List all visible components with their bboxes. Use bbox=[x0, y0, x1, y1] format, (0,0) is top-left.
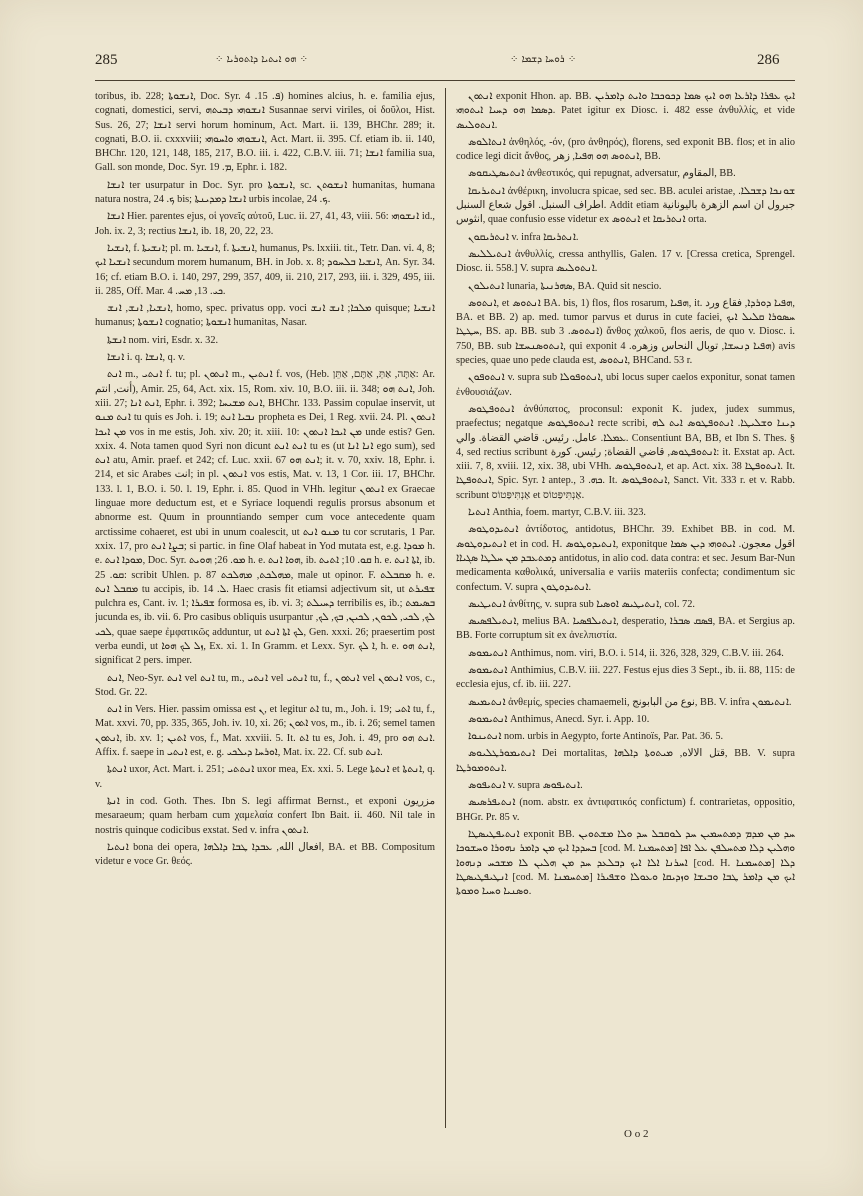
entry: ܐܢܬܝܦܪܣܝܣ (nom. abstr. ex ἀντιφατικός confictum) f. contrarietas, oppositio, BHGr. Pr. 85 v. bbox=[456, 797, 795, 823]
running-head-right: ⁘ ܪܘܚܐ ܕܫܡܐ ⁘ bbox=[510, 54, 577, 65]
entry: ܐܢܬܝܠܘܢ lunaria, ܣܗܪܢܝܬܐ, BA. Quid sit nescio. bbox=[468, 280, 662, 292]
header-rule bbox=[95, 80, 795, 81]
entry: ܐܢܬܝܢܘܐ nom. urbis in Aegypto, forte Antinoïs, Par. Pat. 36. 5. bbox=[468, 731, 724, 743]
entry: ܐܢܫܬܐ nom. viri, Esdr. x. 32. bbox=[107, 334, 219, 346]
entry: ܐܢܬ, Neo-Syr. ܐܢܬ vel ܐܢܬ tu, m., ܐܢܬܝ vel ܐܢܬܝ tu, f., ܐܢܬܘܢ vel ܐܢܬܘܢ vos, c., Stod. Gr. 22. bbox=[95, 672, 435, 698]
right-column bbox=[456, 90, 795, 1125]
entry: ܐܢܬܝܡܘܣ Anthimus, Anecd. Syr. i. App. 10. bbox=[468, 713, 650, 725]
entry: ܐܢܫܝܐ, f. ܐܢܫܝܬܐ; pl. m. ܐܢܫܝܐ, f. ܐܢܫܝܬܐ, humanus, Ps. lxxiii. tit., Tetr. Dan. vi. 4, 8; ܐܢܫܝܐ ܐܝܟ secundum morem humanum, BH. in Job. x. 8; ܐܢܫܝܐ ܒܠܚܘܕ, An. Syr. 34. 16; cf. etiam B.O. i. 140, 297, 299, 357, 409, ii. 210, 217, 293, iii. i. 329, 495, iii. ii. 285, Off. Mar. ܟܝ. 13, ܡܚ. 4. bbox=[95, 242, 435, 297]
entry: ܐܢܫܐ i. q. ܐܢܫܐ, q. v. bbox=[107, 352, 186, 364]
signature-mark: O o 2 bbox=[624, 1128, 649, 1140]
entry: ܐܢܬܝܡܝܣ ἀνθεμίς, species chamaemeli, نوع من البابونج, BB. V. infra ܐܢܬܝܡܘܢ. bbox=[468, 696, 792, 708]
entry: ܐܢܬܝܐ bona dei opera, افعال الله, ܥܒܕܐ ܛܒܐ ܕܐܠܗܐ, BA. et BB. Compositum videtur e voce Gr. θεός. bbox=[95, 841, 435, 868]
entry: ܐܢܬܘܦܛܘܣ ἀνθύπατος, proconsul: exponit K. judex, judex summus, praefectus; negatque ܐܢܬܘܦܛܘܣ recte scribi, ܕܝܢܐ ܘܫܠܝܛܐ. ܐܢܬܘܦܛܘܣ ܐܝܬ ܠܗ ܥܡܠܐ. عامل. رئيس. قاضي القضاة. والي. Consentiunt BA, BB, et Ibn S. Thes. § 4, sed rectius scribunt ܐܢܬܘܦܛܘܣ, قاضي القضاة; رئيس. كورة: it. Exstat ap. Act. xiii. 7, 8, xviii. 12, xix. 38, ubi VHh. ܐܢܬܘܦܛܘܣ, et ap. Act. xix. 38 ܐܢܬܘܦܛܐ. It. ܐܢܬܘܦܛܐ, Spic. Syr. ܐ antep., ܟܗ. 3. It. ܐܢܬܘܦܛܘܣ, Sanct. Vit. 333 r. et v. Rabb. scribunt אַנְתִּיפַּטוֹס et אַנְתִּיפַּטוֹס. bbox=[456, 403, 795, 501]
entry: ܐܢܬܝܦܛܝܣܛܐ exponit BB. ܚܕ ܡܢ ܡܕܡ ܕܡܬܚܡܝܢ ܚܕ ܠܘܩܒܠ ܚܕ ܘܠܐ ܡܫܬܘܝܢ ܒܚܕܕܐ ܐܝܟ ܡܢ ܕܐܡܪ ܢܗܘܪܐ ܘܚܫܘܟܐ [cod. M. ܡܬܚܡܢܐ] ܘܗܠܝܢ ܕܠܐ ܡܬܚܠܦܢ ܥܠ ܐܦܐ ܐܚܪܢܐ ܐܠܐ ܐܝܟ ܕܒܠܥܕ ܚܕ ܡܢ ܗܠܝܢ ܠܐ ܡܫܟܚ ܕܢܗܘܐ [cod. H. ܡܬܚܡܢܐ] ܕܠܐ ܐܢܛܝܦܛܝܣܛܐ [cod. M. ܡܬܚܡܢܐ] ܐܝܟ ܡܢ ܕܐܡܪ ܛܒܐ ܘܒܝܫܐ ܘܙܕܝܩܐ ܘܥܘܠܐ ܘܫܦܝܪܐ ܘܣܢܝܐ ܘܚܝܐ ܘܡܘܬܐ. bbox=[456, 828, 795, 898]
left-column bbox=[95, 90, 435, 1125]
entry: ܐܢܬܝܠܦܣܝܣ, melius BA. ܐܢܬܝܠܦܣܝܐ, desperatio, ܦܣܩ ܣܒܪܐ, BA. et Sergius ap. BB. Forte corruptum sit ex ἀνελπιστία. bbox=[456, 616, 795, 642]
entry: ܐܢܬܝܐ Anthia, foem. martyr, C.B.V. iii. 323. bbox=[468, 507, 646, 519]
entry: ܐܢܬܝܪܝܩܐ ἀνθέρικη, involucra spicae, sed sec. BB. aculei aristae, ܫܘܢܟܐ ܕܫܒܠܐ. اطراف السنبل. اقول شعاع السنبل. Addit etiam جبرول ان اسم الزهرة باليونانية انثوس, quae confusio esse videtur ex ܐܢܬܘܣ et ܐܢܬܪܝܩܐ orta. bbox=[456, 185, 795, 226]
entry: ܐܢܬܝܡܘܣ Anthimus, nom. viri, B.O. i. 514, ii. 326, 328, 329, C.B.V. iii. 264. bbox=[468, 647, 784, 659]
entry: toribus, ib. 228; ܐܢܫܘܬܐ, Doc. Syr. ܦ. 15. 4) homines alcius, h. e. familia ejus, cognati, domestici, servi, ܐܢܫܘܗܝ ܕܒܝܬܗ Susannae servi viriles, οἱ δοῦλοι, Hist. Sus. 26, 27; ܐܢܫܐ servi horum hominum, Act. Mart. ii. 139, BHChr. 289; it. cognati, B.O. ii. cxxxviii; ܐܢܫܘܗܝ ܘܐܚܘܗܝ, Act. Mart. ii. 395. Cf. etiam ib. ii. 140, BHChr. 120, 121, 148, 185, 217, B.O. iii. i. 422, C.B.V. iii. 71; ܐܢܫܐ familia sua, Gall. son monde, Doc. Syr. ܡ. 19, Ephr. i. 182. bbox=[95, 91, 435, 174]
entry: ܐܢܬܬܐ uxor, Act. Mart. i. 251; ܐܢܬܬܝ uxor mea, Ex. xxi. 5. Lege ܐܢܬܬܐ et ܐܢܬܬܐ, q. v. bbox=[95, 764, 435, 790]
entry: ܐܢܬܘܦܘܢ v. supra sub ܐܢܬܘܦܘܠܐ, ubi locus super caelos exponitur, sonat tamen ἐνθουσιάζων. bbox=[456, 372, 795, 398]
entry: ܐܢܬܝܕܘܛܘܣ ἀντίδοτος, antidotus, BHChr. 39. Exhibet BB. in cod. M. ܐܢܬܝܕܘܛܘܣ et in cod. H. ܐܢܬܝܕܘܛܘܣ, exponitque اقول معجون. ܐܝܬܘܗܝ ܕܝܢ ܣܡܐ ܕܡܬܥܒܕ ܡܢ ܚܠܛܐ ܣܓܝܐܐ antidotus, in alio cod. data contra: et sec. Jesum Bar-Nun medicamenta καθολικά, universalia e variis materiis confecta; condimentum sic confectum. V. supra ܐܢܬܝܕܘܛܘܢ. bbox=[456, 524, 795, 593]
entry: ܐܢܬ in Vers. Hier. passim omissa est ܢ, et legitur ܐܬ tu, m., Joh. i. 19; ܐܬܝ tu, f., Mat. xxvi. 70, pp. 335, 365, Joh. iv. 10, xi. 26; ܐܬܘܢ vos, m., ib. i. 26; semel tamen ܐܢܬܘܢ, ib. xv. 1; ܐܬܝܢ vos, f., Mat. xxviii. 5. It. ܐܬ tu es, Joh. i. 49, pro ܐܢܬ ܗܘ. Affix. f. saepe in ܐܢܬܝ est, e. g. ܐܘܪܚܐ ܕܝܠܟܝ, Mat. ix. 22. Cf. sub ܐܢܬ. bbox=[95, 704, 435, 759]
entry: ܐܢܬܝܣܛܝܩܘܣ ἀνθεστικός, qui repugnat, adversatur, المقاوم, BB. bbox=[468, 168, 736, 180]
entry: ܐܢܬܝܦܘܣ v. supra ܐܢܬܝܦܘܣ. bbox=[468, 780, 583, 792]
entry: ܐܢܬܝܛܝܣ ἀνθίτης, v. supra sub ܐܢܬܝܛܝܣ ܐܘܣܝܐ, col. 72. bbox=[468, 598, 695, 610]
entry: ܐܢܫܐ Hier. parentes ejus, οἱ γονεῖς αὐτοῦ, Luc. ii. 27, 41, 43, viii. 56: ܐܢܫܘܗܝ id., Joh. ix. 2, 3; rectius ܐܢܫܐ, ib. 18, 20, 22, 23. bbox=[95, 211, 435, 237]
entry: ܐܢܫܝܐ, ܐܢܫ, ܐܢܫ, homo, spec. privatus opp. voci ܡܠܟܐ; ܐܢܫ ܐܢܫ quisque; ܐܢܫܝܐ humanus; ܐܢܫܘܬܐ cognatio; ܐܢܫܘܬܐ humanitas, Nasar. bbox=[95, 303, 435, 329]
entry: ܐܢܬܘܣ, et ܐܢܬܘܣ BA. bis, 1) flos, flos rosarum, ܗܦܝܐ, it. ܗܦܝܐ ܕܘܪܕܐ, فقاع ورد, BA. et BB. 2) ap. med. tumor parvus et durus in cute faciei, ܚܣܘܪܐ ܩܠܝܠ ܐܝܟ ܚܛܛܐ, BS. ap. BB. sub ܐܢܬܘܣ. 3) ἄνθος χαλκοῦ, flos aeris, de quo v. Diosc. i. 750, BB. sub ܐܢܬܘܣܢܚܫܐ, qui exponit ܗܦܝܐ ܕܢܚܫܐ, توبال النحاس وزهره. 4) avis species, quae uno pede clauda est, ܐܢܬܘܣ, BHCand. 53 r. bbox=[456, 297, 795, 367]
entry: ܐܢܬܝܡܘܣ Anthimius, C.B.V. iii. 227. Festus ejus dies 3 Sept., ib. ii. 88, 115: de ecclesia ejus, cf. ib. iii. 227. bbox=[456, 664, 795, 691]
column-divider bbox=[445, 88, 446, 1128]
running-head-left: ⁘ ܗܘ ܐܝܬܝܐ ܕܐܬܘܪܝܐ ⁘ bbox=[215, 54, 309, 65]
entry: ܐܢܬܘܢ exponit Hhon. ap. BB. ܐܝܟ ܥܦܪܐ ܕܐܪܥܐ ܗܘ ܐܝܟ ܣܡܐ ܕܟܘܟܒܐ ܘܐܝܬ ܕܐܡܪܝܢ ܕܣܡܐ ܗܘ ܕܚܝܐ ܐܝܬܘܗܝ. Patet igitur ex Diosc. i. 482 esse ἀνθυλλίς, et vide ܐܢܬܘܠܝܣ. bbox=[456, 91, 795, 131]
entry: ܐܢܬܐܠܘܣ ἀνθηλός, -όν, (pro ἀνθηρός), florens, sed exponit BB. flos; et in alio codice legi dicit ἄνθος, ܐܢܬܘܣ ܗܘ ܗܦܝܐ, زهر, BB. bbox=[456, 136, 795, 163]
page-number-right: 286 bbox=[757, 52, 780, 68]
entry: ܐܢܬܪܝܩܘܢ v. infra ܐܢܬܪܝܩܐ. bbox=[468, 231, 579, 243]
page-number-left: 285 bbox=[95, 52, 118, 68]
entry: ܐܢܬܝܡܘܪܛܠܝܘܣ Dei mortalitas, قتل الالاه, ܡܝܬܘܬܐ ܕܐܠܗܐ, BB. V. supra ܐܢܬܘܡܘܪܛܐ. bbox=[456, 748, 795, 774]
entry: ܐܢܬ m., ܐܢܬܝ f. tu; pl. ܐܢܬܘܢ m., ܐܢܬܝܢ f. vos, (Heb. אַתָּה, אַתְּ, אַתֶּם, אַתֵּן: Ar. أنت, انتم), Amir. 25, 64, Act. xix. 15, Rom. xiv. 10, B.O. iii. ii. 348; ܐܢܬ ܗܘ, Joh. xiii. 27; ܐܢܬ ܐܢܐ, Ephr. i. 392; ܐܢܬ ܡܫܝܚܐ, BHChr. 133. Passim copulae inservit, ut ܐܢܬ ܡܢܘ tu quis es Joh. i. 19; ܢܒܝܐ ܐܢܬ propheta es Dei, 1 Reg. xvii. 24. Pl. ܐܢܬܘܢ ܡܢ ܐܝܟܐ vos in me estis, Joh. xiv. 20; it. xiii. 10: ܡܢ ܐܝܟܐ ܐܢܬܘܢ unde estis? Gen. xxix. 4. Nota tamen quod Syri non dicunt ܐܢܬ ܐܢܬ tu es (ut ܐܢܐ ܐܢܐ ego sum), sed ܐܢܬ atu, Amir. praef. et 242; cf. Luc. xxii. 67 ܐܢܬ ܗܘ; it. v. 70, xxiv. 18, Ephr. i. 214, et sic Arabes انت; in pl. ܐܢܬܘܢ vos estis, Mat. v. 13, 1 Cor. iii. 17, BHChr. 133. l. 1, B.O. i. 50. l. 19, Ephr. i. 85. Quod in VHh. legitur ܐܢܬܘܢ ex Graecae linguae more deductum est, et e Syriace loquendi regulis prorsus absonum et abnorme est. Quum in prounntiando semper cum voce antecedente quam arctissime cohaeret, est ubi in unum coalescit, ut ܡܢܘ ܐܢܬ tu cor scrutaris, 1 Par. xxix. 17, pro ܒܨܐ ܐܢܬ; si partic. in fine Olaf habeat in Yod mutata est, e.g. ܡܘܕܐ h. e. ܡܘܕܐ ܐܢܬ, Doc. Syr. ܡܘ. 26; ܗܘܝܬ h. e. ܗܘܐ ܐܢܬ, ib. ܩܘ. 10; ܐܬܝܬ h. e. ܐܬܐ ܐܢܬ, ib. ܩܘ. 25: scribit Uhlen. p. 87 ܡܗܠܟܬ, ܡܗܠܟܬ, male ut opinor. F. ܡܩܒܠܬ h. e. ܡܩܒܠ ܐܢܬ tu accipis, ib. ܠ. 14. Haec crasis fit etiamsi adjectivum sit, ut ܫܦܝܪܬ pulchra es, Cant. iv. 1; ܫܦܝܪܐ formosa es, ib. vi. 3; ܕܚܝܠܬ terribilis es, ib.; ܒܣܝܡܬ jucunda es, ib. vii. 6. Pro casibus obliquis usurpantur ܠܟ, ܠܟܝ, ܠܟܘܢ, ܠܟܝܢ, ܒܟ, ܠܟ, ܠܟܝ, quae saepe ἐμφατικῶς adduntur, ut ܠܟ ܐܬܐ ܐܢܬ, Gen. xxxi. 26; praesertim post verba eundi, ut ܙܠ ܠܟ ܗܘܐ, Ex. xi. 1. In Gramm. et Lexx. Syr. ܐ ܠܟ, h. e. ܐܢܬ ܗܘ, significat 2 pers. imper. bbox=[95, 369, 435, 667]
entry: ܐܢܫܐ ter usurpatur in Doc. Syr. pro ܐܢܫܘܬܐ, sc. ܐܢܫܘܬܢ humanitas, humana natura nostra, ܟ. 24 bis; ܐܢܫܐ ܕܡܕܝܢܬܐ urbis incolae, ܟ. 24. bbox=[95, 179, 435, 206]
entry: ܐܢܬܐ in cod. Goth. Thes. Ibn S. legi affirmat Bernst., et exponi مزريون mesaraeum; quam herbam cum χαμελαία confert Ibn Bait. ii. 460. Nil tale in nostris quinque codicibus exstat. Sed v. infra ܐܢܬܘܢ. bbox=[95, 795, 435, 836]
entry: ܐܢܬܝܠܠܝܣ ἀνθυλλίς, cressa anthyllis, Galen. 17 v. [Cressa cretica, Sprengel. Diosc. ii. 558.] V. supra ܐܢܬܘܠܝܣ. bbox=[456, 248, 795, 275]
